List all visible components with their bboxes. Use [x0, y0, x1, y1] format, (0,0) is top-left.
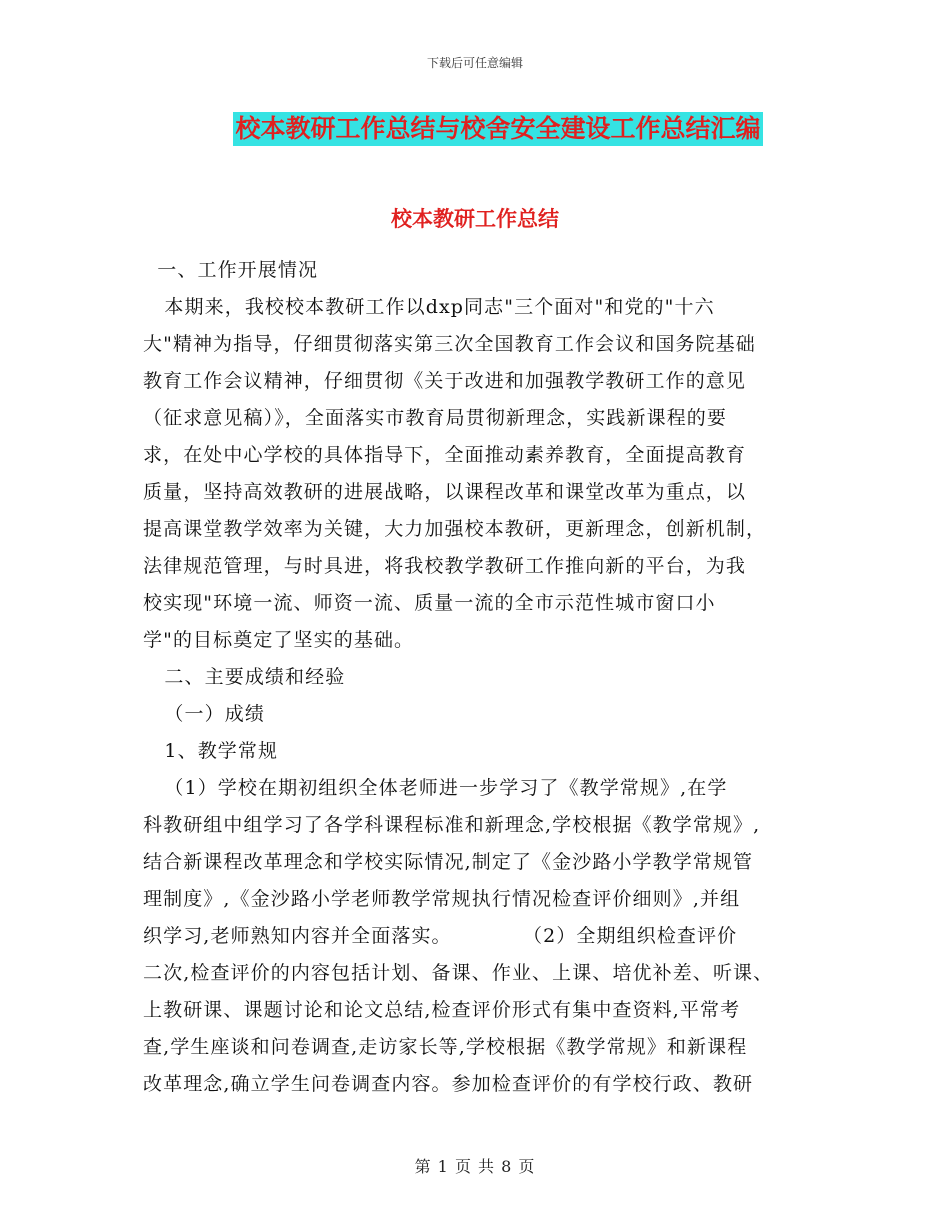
section-title: 校本教研工作总结	[391, 207, 559, 231]
body-line: 学"的目标奠定了坚实的基础。	[143, 629, 415, 651]
body-line: 理制度》,《金沙路小学老师教学常规执行情况检查评价细则》,并组	[143, 888, 741, 910]
body-line: 结合新课程改革理念和学校实际情况,制定了《金沙路小学教学常规管	[143, 851, 754, 873]
body-line: 校实现"环境一流、师资一流、质量一流的全市示范性城市窗口小	[143, 592, 716, 614]
main-title: 校本教研工作总结与校舍安全建设工作总结汇编	[233, 112, 762, 146]
body-line: 查,学生座谈和问卷调查,走访家长等,学校根据《教学常规》和新课程	[143, 1036, 748, 1058]
body-line: 二、主要成绩和经验	[143, 666, 346, 688]
body-line: （1）学校在期初组织全体老师进一步学习了《教学常规》,在学	[143, 777, 728, 799]
page-number-footer: 第 1 页 共 8 页	[414, 1157, 536, 1176]
body-line: 质量，坚持高效教研的进展战略，以课程改革和课堂改革为重点，以	[143, 481, 747, 503]
body-line: （一）成绩	[143, 703, 265, 725]
body-line: 1、教学常规	[143, 740, 279, 762]
body-line: 提高课堂教学效率为关键，大力加强校本教研，更新理念，创新机制，	[143, 518, 767, 540]
body-line: 本期来，我校校本教研工作以dxp同志"三个面对"和党的"十六	[143, 296, 715, 318]
header-note: 下载后可任意编辑	[426, 56, 523, 70]
body-line: 织学习,老师熟知内容并全面落实。 （2）全期组织检查评价	[143, 925, 738, 947]
body-line: 上教研课、课题讨论和论文总结,检查评价形式有集中查资料,平常考	[143, 999, 741, 1021]
main-title-container	[0, 112, 950, 146]
body-line: 大"精神为指导，仔细贯彻落实第三次全国教育工作会议和国务院基础	[143, 333, 756, 355]
body-line: 改革理念,确立学生问卷调查内容。参加检查评价的有学校行政、教研	[143, 1073, 754, 1095]
body-line: 二次,检查评价的内容包括计划、备课、作业、上课、培优补差、听课、	[143, 962, 774, 984]
body-line: 科教研组中组学习了各学科课程标准和新理念,学校根据《教学常规》,	[143, 814, 761, 836]
body-line: 一、工作开展情况	[143, 259, 319, 281]
body-line: 教育工作会议精神，仔细贯彻《关于改进和加强教学教研工作的意见	[143, 370, 747, 392]
body-line: 求，在处中心学校的具体指导下，全面推动素养教育，全面提高教育	[143, 444, 747, 466]
body-text	[143, 252, 823, 1103]
body-line: 法律规范管理，与时具进，将我校教学教研工作推向新的平台，为我	[143, 555, 747, 577]
body-line: （征求意见稿）》，全面落实市教育局贯彻新理念，实践新课程的要	[143, 407, 728, 429]
